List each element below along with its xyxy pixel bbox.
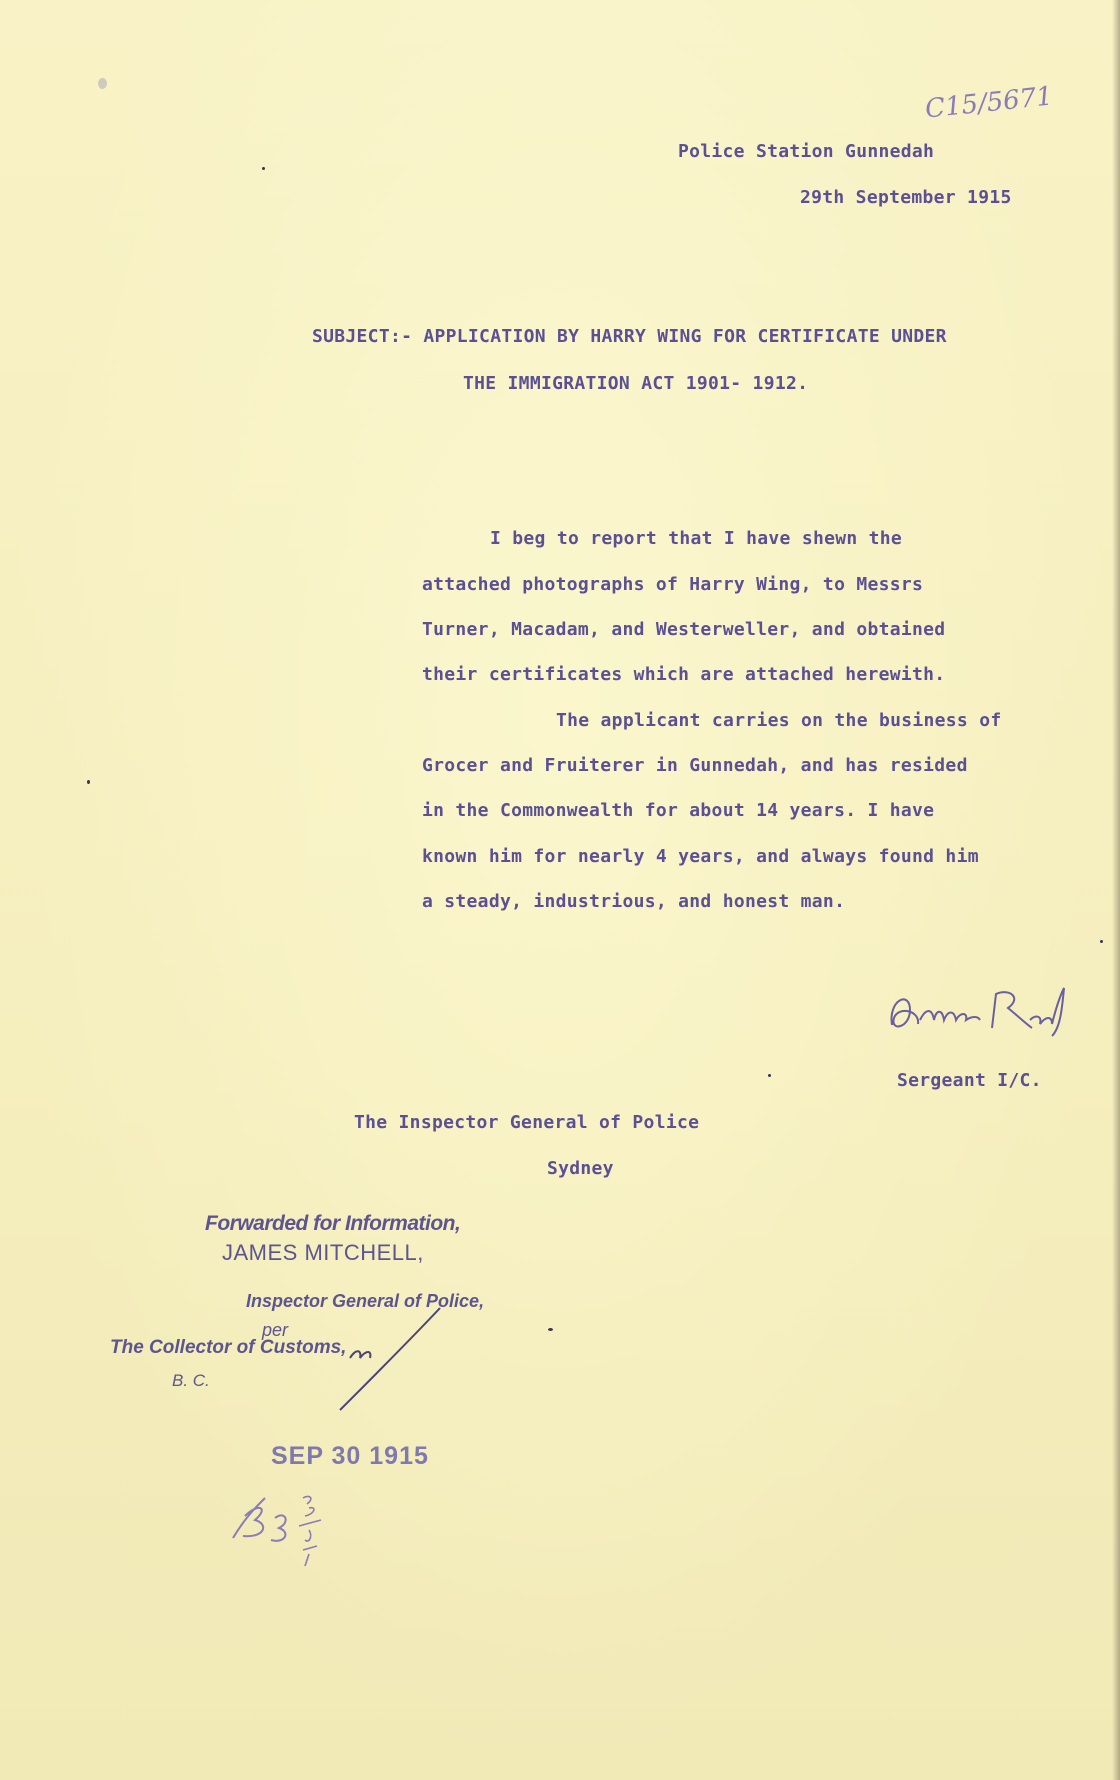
forwarding-stamp-heading: Forwarded for Information,	[205, 1212, 461, 1235]
reference-number: C15/5671	[923, 81, 1055, 125]
forwarding-stamp-per: per	[262, 1320, 289, 1340]
forwarding-stamp-title: Inspector General of Police,	[246, 1291, 485, 1311]
paper-mark	[262, 167, 265, 170]
paper-mark	[87, 780, 90, 784]
forwarding-stamp-name: JAMES MITCHELL,	[222, 1240, 424, 1265]
body-line: attached photographs of Harry Wing, to Messrs	[422, 574, 924, 595]
paper-mark	[98, 78, 107, 89]
addressee-line-2: Sydney	[547, 1158, 614, 1179]
subject-line-1: SUBJECT:- APPLICATION BY HARRY WING FOR CERTIFICATE UNDER	[312, 326, 947, 347]
subject-line-2: THE IMMIGRATION ACT 1901- 1912.	[463, 373, 809, 394]
forwarding-initials-signature	[300, 1300, 450, 1420]
body-line: a steady, industrious, and honest man.	[422, 891, 846, 912]
forwarding-stamp-collector: The Collector of Customs,	[110, 1337, 347, 1358]
body-line: known him for nearly 4 years, and always found him	[422, 846, 979, 867]
body-line: their certificates which are attached herewith.	[422, 664, 946, 685]
forwarding-stamp-location: B. C.	[172, 1371, 210, 1390]
body-line: in the Commonwealth for about 14 years. I have	[422, 800, 935, 821]
body-line: I beg to report that I have shewn the	[490, 528, 903, 549]
body-line: The applicant carries on the business of	[556, 710, 1002, 731]
body-line: Grocer and Fruiterer in Gunnedah, and has resided	[422, 755, 968, 776]
paper-mark	[768, 1074, 771, 1077]
handwritten-signature	[880, 980, 1080, 1050]
date-stamp: SEP 30 1915	[271, 1442, 429, 1470]
body-line: Turner, Macadam, and Westerweller, and obtained	[422, 619, 946, 640]
paper-mark	[548, 1328, 553, 1331]
paper-mark	[1100, 940, 1103, 943]
signatory-rank: Sergeant I/C.	[897, 1070, 1042, 1091]
letter-date: 29th September 1915	[800, 187, 1012, 208]
handwritten-initials	[225, 1488, 335, 1568]
addressee-line-1: The Inspector General of Police	[354, 1112, 700, 1133]
page-edge-shadow	[1112, 0, 1120, 1780]
station-heading: Police Station Gunnedah	[678, 141, 935, 162]
